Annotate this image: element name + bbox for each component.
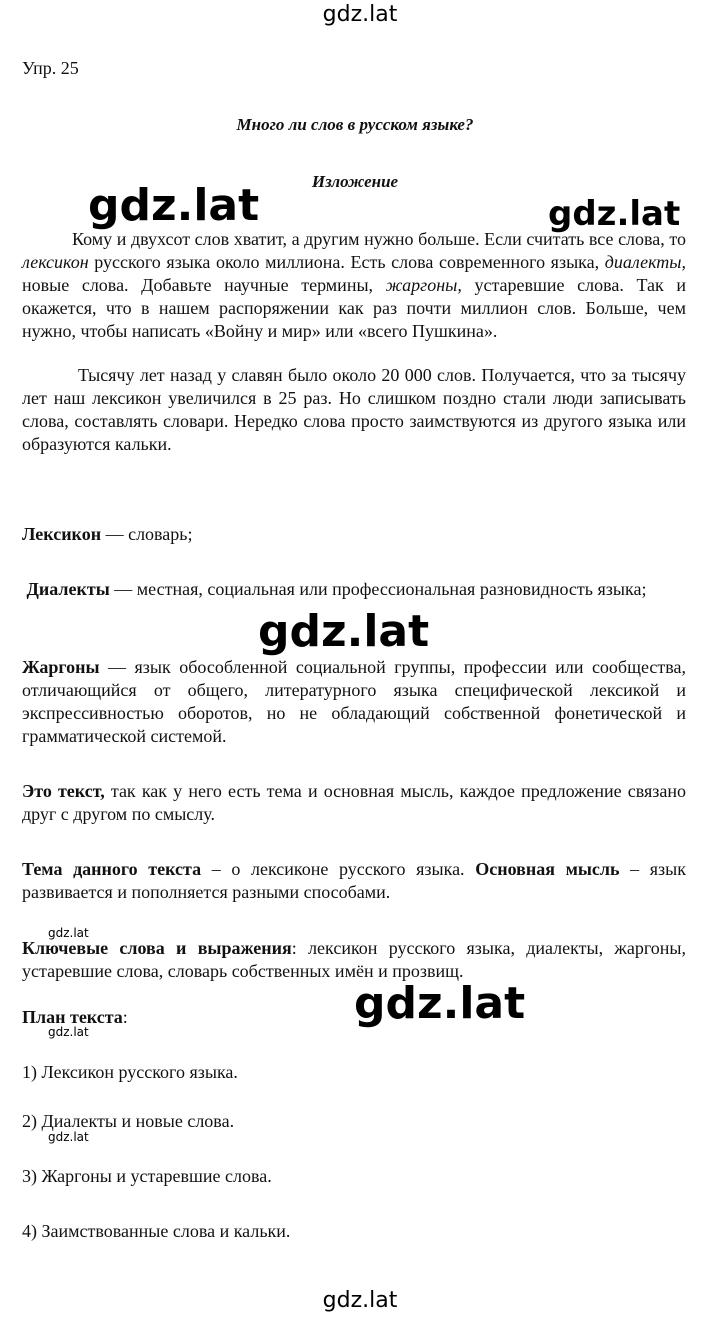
term-lexicon-italic: лексикон (22, 252, 89, 272)
term-dialects-italic: диалекты, (604, 252, 686, 272)
definition-lexicon (22, 523, 686, 546)
paragraph-1-part-2: русского языка около миллиона. Есть слова современного языка, (88, 252, 605, 272)
analysis-theme-body: – о лексиконе русского языка. (201, 859, 476, 879)
analysis-text-reason (22, 780, 686, 826)
paragraph-1-part-4: устаревшие слова. Так и окажется, что в нашем распоряжении как раз почти миллион слов. Больше, чем нужно, чтобы написать «Войну и мир» или «всего Пушкина». (22, 275, 686, 341)
watermark-mid: gdz.lat (258, 606, 430, 657)
plan-heading-label: План текста (22, 1007, 123, 1027)
paragraph-2 (22, 364, 686, 456)
watermark-small-2: gdz.lat (48, 1025, 89, 1039)
watermark-big-lower: gdz.lat (354, 978, 526, 1029)
plan-heading-colon: : (122, 1007, 128, 1027)
plan-item: 4) Заимствованные слова и кальки. (22, 1221, 291, 1241)
definition-lexicon-text: — словарь; (101, 524, 193, 544)
plan-item: 3) Жаргоны и устаревшие слова. (22, 1166, 272, 1186)
analysis-text-body: так как у него есть тема и основная мысль, каждое предложение связано друг с другом по смыслу. (22, 781, 687, 824)
definition-jargon-term: Жаргоны (22, 657, 100, 677)
plan-item: 2) Диалекты и новые слова. (22, 1111, 235, 1131)
watermark-top: gdz.lat (322, 2, 398, 27)
analysis-theme-label: Тема данного текста (22, 859, 202, 879)
watermark-small-3: gdz.lat (48, 1130, 89, 1144)
watermark-big-left: gdz.lat (88, 180, 260, 231)
text-subtitle: Изложение (311, 172, 399, 191)
definition-dialects-term: Диалекты (26, 579, 110, 599)
analysis-idea-label: Основная мысль (475, 859, 620, 879)
paragraph-1-part-1: Кому и двухсот слов хватит, а другим нужно больше. Если считать все слова, то (72, 229, 686, 249)
plan-heading (22, 1006, 686, 1029)
analysis-keywords-body: : лексикон русского языка, диалекты, жаргоны, устаревшие слова, словарь собственных имён и прозвищ. (22, 938, 686, 981)
watermark-small-1: gdz.lat (48, 926, 89, 940)
term-jargon-italic: жаргоны, (385, 275, 462, 295)
definition-jargon (22, 656, 686, 748)
definition-lexicon-term: Лексикон (22, 524, 102, 544)
analysis-keywords-label: Ключевые слова и выражения (22, 938, 292, 958)
exercise-number: Упр. 25 (22, 58, 79, 78)
definition-dialects (22, 578, 686, 601)
text-title: Много ли слов в русском языке? (236, 115, 474, 134)
analysis-idea-body: – язык развивается и пополняется разными способами. (22, 859, 687, 902)
paragraph-2-text: Тысячу лет назад у славян было около 20 000 слов. Получается, что за тысячу лет наш лексикон увеличился в 25 раз. Но слишком поздно стали люди записывать слова, составлять словари. Нередко слова просто заимствуются из другого языка или образуются кальки. (22, 365, 686, 454)
paragraph-1 (22, 228, 686, 343)
watermark-bottom: gdz.lat (322, 1288, 398, 1313)
paragraph-1-part-3: новые слова. Добавьте научные термины, (22, 275, 386, 295)
watermark-big-right: gdz.lat (548, 194, 681, 234)
definition-dialects-text: — местная, социальная или профессиональная разновидность языка; (109, 579, 647, 599)
analysis-text-label: Это текст, (22, 781, 105, 801)
definition-jargon-text: — язык обособленной социальной группы, профессии или сообщества, отличающийся от общего, литературного языка специфической лексикой и экспрессивностью оборотов, но не обладающий собственной фонетической и грамматической системой. (22, 657, 686, 746)
analysis-keywords (22, 937, 686, 983)
plan-item: 1) Лексикон русского языка. (22, 1062, 238, 1082)
analysis-theme-idea (22, 858, 686, 904)
